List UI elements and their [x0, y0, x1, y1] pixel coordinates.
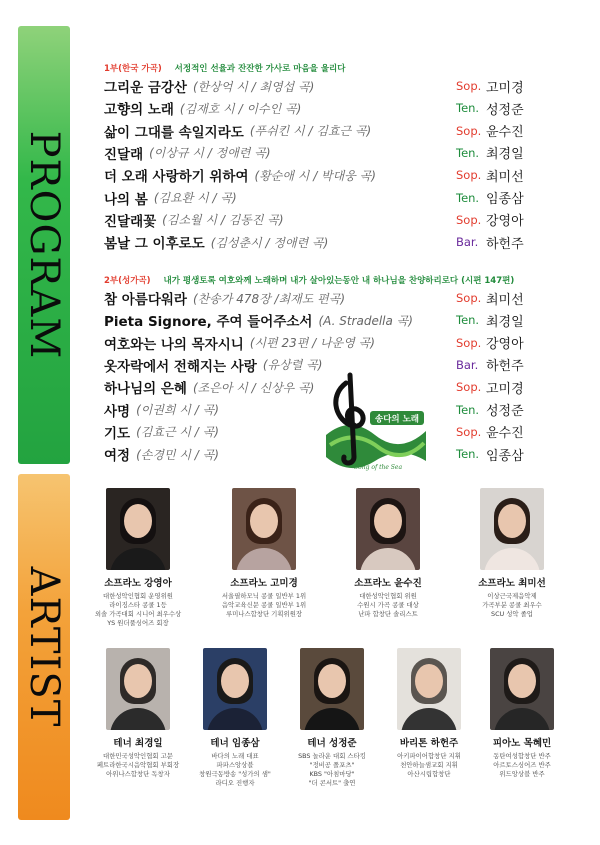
singer-name: 성정준: [486, 404, 524, 419]
song-row: [104, 120, 524, 142]
artist-face: [124, 504, 152, 538]
voice-type: Sop.: [456, 123, 482, 138]
song-title: Pieta Signore, 주여 들어주소서: [104, 314, 313, 331]
artist-face: [508, 664, 536, 698]
artist-card: [209, 488, 319, 619]
artist-bio-line: 아산시립합창단: [407, 770, 451, 778]
artist-bio: [277, 752, 387, 788]
song-credit: (김재호 시 / 이수인 곡): [179, 101, 302, 116]
voice-type: Ten.: [456, 190, 480, 205]
song-title: 사명: [104, 403, 131, 420]
part2-heading: 2부(성가곡): [104, 276, 151, 286]
artist-shoulders: [401, 708, 457, 730]
artist-name: 피아노 목혜민: [492, 738, 552, 749]
artist-shoulders: [110, 548, 166, 570]
part2-tagline: 내가 평생토록 여호와께 노래하며 내가 살아있는동안 내 하나님을 찬양하리로다 (시편 147편): [163, 276, 515, 286]
song-credit: (A. Stradella 곡): [318, 313, 413, 328]
artist-bio-line: 대한민국성악인협회 고문: [103, 752, 173, 760]
artist-bio-line: 바다의 노래 대표: [211, 752, 259, 760]
artist-photo: [203, 648, 267, 730]
program-sidebar: [18, 26, 70, 464]
song-credit: (손경민 시 / 곡): [136, 447, 219, 462]
song-row: [104, 332, 524, 354]
artist-name: 소프라노 고미경: [230, 578, 298, 589]
song-credit: (푸쉬킨 시 / 김효근 곡): [249, 124, 372, 139]
song-row: [104, 443, 524, 465]
voice-type: Bar.: [456, 235, 479, 250]
artist-face: [415, 664, 443, 698]
artist-bio-line: 외솔 가곡대회 시니어 최우수상: [94, 610, 182, 618]
song-row: [104, 354, 524, 376]
artist-bio: [83, 752, 193, 779]
artist-name: 소프라노 강영아: [104, 578, 172, 589]
logo-sub-text: Song of the Sea: [354, 464, 403, 471]
voice-type: Bar.: [456, 357, 479, 372]
artist-face: [498, 504, 526, 538]
program-label: PROGRAM: [21, 130, 67, 360]
voice-type: Ten.: [456, 447, 480, 462]
artist-photo: [106, 648, 170, 730]
song-credit: (조은아 시 / 신상우 곡): [192, 380, 315, 395]
voice-type: Sop.: [456, 380, 482, 395]
song-title: 여정: [104, 448, 131, 465]
artist-bio: [83, 592, 193, 628]
song-row: [104, 164, 524, 186]
artist-bio: [467, 752, 577, 779]
voice-type: Sop.: [456, 335, 482, 350]
artist-card: [180, 648, 290, 788]
artist-bio-line: 아르토스싱어즈 반주: [493, 761, 551, 769]
song-row: [104, 97, 524, 119]
artist-bio-line: 아키파이어합창단 지휘: [397, 752, 461, 760]
song-title: 참 아름다워라: [104, 292, 187, 308]
song-row: [104, 142, 524, 164]
artist-bio-line: 서울필하모닉 콩쿨 일반부 1위: [221, 592, 307, 600]
voice-type: Sop.: [456, 291, 482, 305]
artist-bio-line: KBS "아침마당": [309, 770, 355, 778]
song-title: 여호와는 나의 목자시니: [104, 336, 244, 353]
artist-shoulders: [484, 548, 540, 570]
artist-card: [83, 648, 193, 779]
singer-name: 임종삼: [486, 192, 524, 207]
song-row: [104, 231, 524, 253]
artist-bio-line: 위드앙상블 반주: [499, 770, 545, 778]
song-title: 진달래꽃: [104, 213, 157, 230]
song-of-the-sea-logo: [320, 365, 430, 473]
song-credit: (유상렬 곡): [262, 358, 323, 373]
artist-face: [250, 504, 278, 538]
artist-bio: [333, 592, 443, 619]
song-credit: (이상규 시 / 정애련 곡): [149, 146, 271, 161]
artist-bio-line: 대한성악인협회 위원: [359, 592, 417, 600]
artist-bio-line: 루미나스합창단 기획위원장: [225, 610, 303, 618]
song-title: 기도: [104, 425, 131, 442]
song-title: 옷자락에서 전해지는 사랑: [104, 358, 257, 375]
singer-name: 최경일: [486, 314, 524, 330]
artist-bio-line: 페트라한국시음악협회 부회장: [96, 761, 180, 769]
singer-name: 하헌주: [486, 236, 524, 252]
song-credit: (한상억 시 / 최영섭 곡): [192, 79, 315, 94]
song-row: [104, 421, 524, 443]
artist-bio: [180, 752, 290, 788]
voice-type: Ten.: [456, 101, 480, 116]
artist-bio-line: SCU 성악 졸업: [491, 610, 533, 618]
voice-type: Sop.: [456, 424, 482, 439]
song-title: 하나님의 은혜: [104, 381, 187, 398]
logo-main-text: 송다의 노래: [374, 414, 420, 425]
artist-bio: [457, 592, 567, 619]
artist-shoulders: [304, 708, 360, 730]
artist-name: 소프라노 최미선: [478, 578, 546, 589]
artist-face: [221, 664, 249, 698]
artist-name: 테너 임종삼: [210, 738, 260, 749]
part1-heading: 1부(한국 가곡): [104, 64, 162, 74]
song-title: 그리운 금강산: [104, 80, 187, 96]
artist-shoulders: [360, 548, 416, 570]
singer-name: 최경일: [486, 147, 524, 163]
artist-bio-line: 창원극동방송 "성가의 샘": [199, 770, 271, 778]
artist-bio-line: 대한성악인협회 운영위원: [103, 592, 173, 600]
singer-name: 강영아: [486, 337, 524, 353]
song-title: 봄날 그 이후로도: [104, 236, 205, 253]
artist-bio-line: 음악교육신문 콩쿨 일반부 1위: [221, 601, 307, 609]
artist-name: 소프라노 윤수진: [354, 578, 422, 589]
song-row: [104, 309, 524, 331]
voice-type: Ten.: [456, 145, 480, 160]
artist-bio-line: 이상근국제음악제: [487, 592, 537, 600]
artist-bio-line: 천안하늘샘교회 지휘: [400, 761, 458, 769]
song-row: [104, 376, 524, 398]
artist-photo: [300, 648, 364, 730]
artist-card: [83, 488, 193, 628]
artist-bio-line: 라이징스타 콩쿨 1등: [109, 601, 167, 609]
singer-name: 최미선: [486, 292, 524, 308]
song-credit: (황순애 시 / 박대웅 곡): [254, 168, 376, 183]
part2-header: [104, 274, 514, 286]
artist-bio-line: 동탄여성합창단 반주: [493, 752, 551, 760]
singer-name: 성정준: [486, 102, 524, 118]
voice-type: Sop.: [456, 168, 482, 183]
singer-name: 윤수진: [486, 125, 524, 141]
artist-bio-line: "더 콘서트" 출연: [308, 779, 356, 787]
singer-name: 최미선: [486, 169, 524, 185]
artist-bio-line: YS 원더풀싱어즈 회장: [107, 619, 169, 627]
song-credit: (이권희 시 / 곡): [136, 403, 219, 417]
artist-card: [457, 488, 567, 619]
singer-name: 임종삼: [486, 448, 524, 464]
artist-photo: [356, 488, 420, 570]
song-row: [104, 187, 524, 209]
artist-bio: [209, 592, 319, 619]
song-title: 더 오래 사랑하기 위하여: [104, 169, 249, 186]
artist-bio-line: 수원시 가곡 콩쿨 대상: [357, 601, 419, 609]
artist-face: [318, 664, 346, 698]
artist-bio-line: "정비공 폴포츠": [309, 761, 355, 769]
artist-photo: [397, 648, 461, 730]
song-credit: (김성춘시 / 정애련 곡): [210, 235, 329, 250]
song-credit: (김효근 시 / 곡): [136, 425, 219, 440]
song-title: 삶이 그대를 속일지라도: [104, 124, 244, 141]
song-row: [104, 75, 524, 97]
artist-name: 테너 최경일: [113, 738, 163, 749]
artist-shoulders: [494, 708, 550, 730]
voice-type: Ten.: [456, 402, 480, 417]
artist-shoulders: [207, 708, 263, 730]
artist-bio-line: 파파스앙상블: [216, 761, 254, 769]
artist-bio-line: 가곡부분 콩쿨 최우수: [482, 601, 542, 609]
song-credit: (시편 23편 / 나운영 곡): [249, 336, 375, 351]
artist-photo: [232, 488, 296, 570]
song-credit: (김소월 시 / 김동진 곡): [162, 213, 284, 228]
song-row: [104, 287, 524, 309]
part1-header: [104, 62, 345, 74]
singer-name: 강영아: [486, 214, 524, 230]
song-credit: (찬송가 478장 /최재도 편곡): [192, 291, 346, 306]
artist-shoulders: [236, 548, 292, 570]
artist-photo: [480, 488, 544, 570]
artist-name: 바리톤 하헌주: [399, 738, 459, 749]
artist-photo: [490, 648, 554, 730]
voice-type: Sop.: [456, 79, 482, 93]
artist-card: [467, 648, 577, 779]
artist-bio-line: 아위나스합창단 독창자: [106, 770, 170, 778]
singer-name: 고미경: [486, 80, 524, 96]
artist-label: ARTIST: [21, 566, 67, 728]
song-title: 진달래: [104, 146, 144, 163]
part1-tagline: 서정적인 선율과 잔잔한 가사로 마음을 울리다: [174, 64, 346, 74]
artist-bio-line: SBS 놀라운 대회 스타킹: [298, 752, 366, 760]
artist-bio-line: 난파 합창단 솔리스트: [358, 610, 418, 618]
artist-photo: [106, 488, 170, 570]
artist-name: 테너 성정준: [307, 738, 357, 749]
song-credit: (김요환 시 / 곡): [153, 191, 237, 205]
artist-card: [333, 488, 443, 619]
artist-card: [277, 648, 387, 788]
artist-bio-line: 라디오 진행자: [215, 779, 255, 787]
artist-face: [124, 664, 152, 698]
singer-name: 윤수진: [486, 426, 524, 442]
song-title: 나의 봄: [104, 191, 148, 208]
voice-type: Ten.: [456, 313, 480, 328]
song-row: [104, 399, 524, 421]
singer-name: 고미경: [486, 381, 524, 397]
singer-name: 하헌주: [486, 359, 524, 375]
artist-shoulders: [110, 708, 166, 730]
voice-type: Sop.: [456, 212, 482, 227]
song-row: [104, 209, 524, 231]
song-title: 고향의 노래: [104, 102, 174, 119]
artist-face: [374, 504, 402, 538]
artist-sidebar: [18, 474, 70, 820]
